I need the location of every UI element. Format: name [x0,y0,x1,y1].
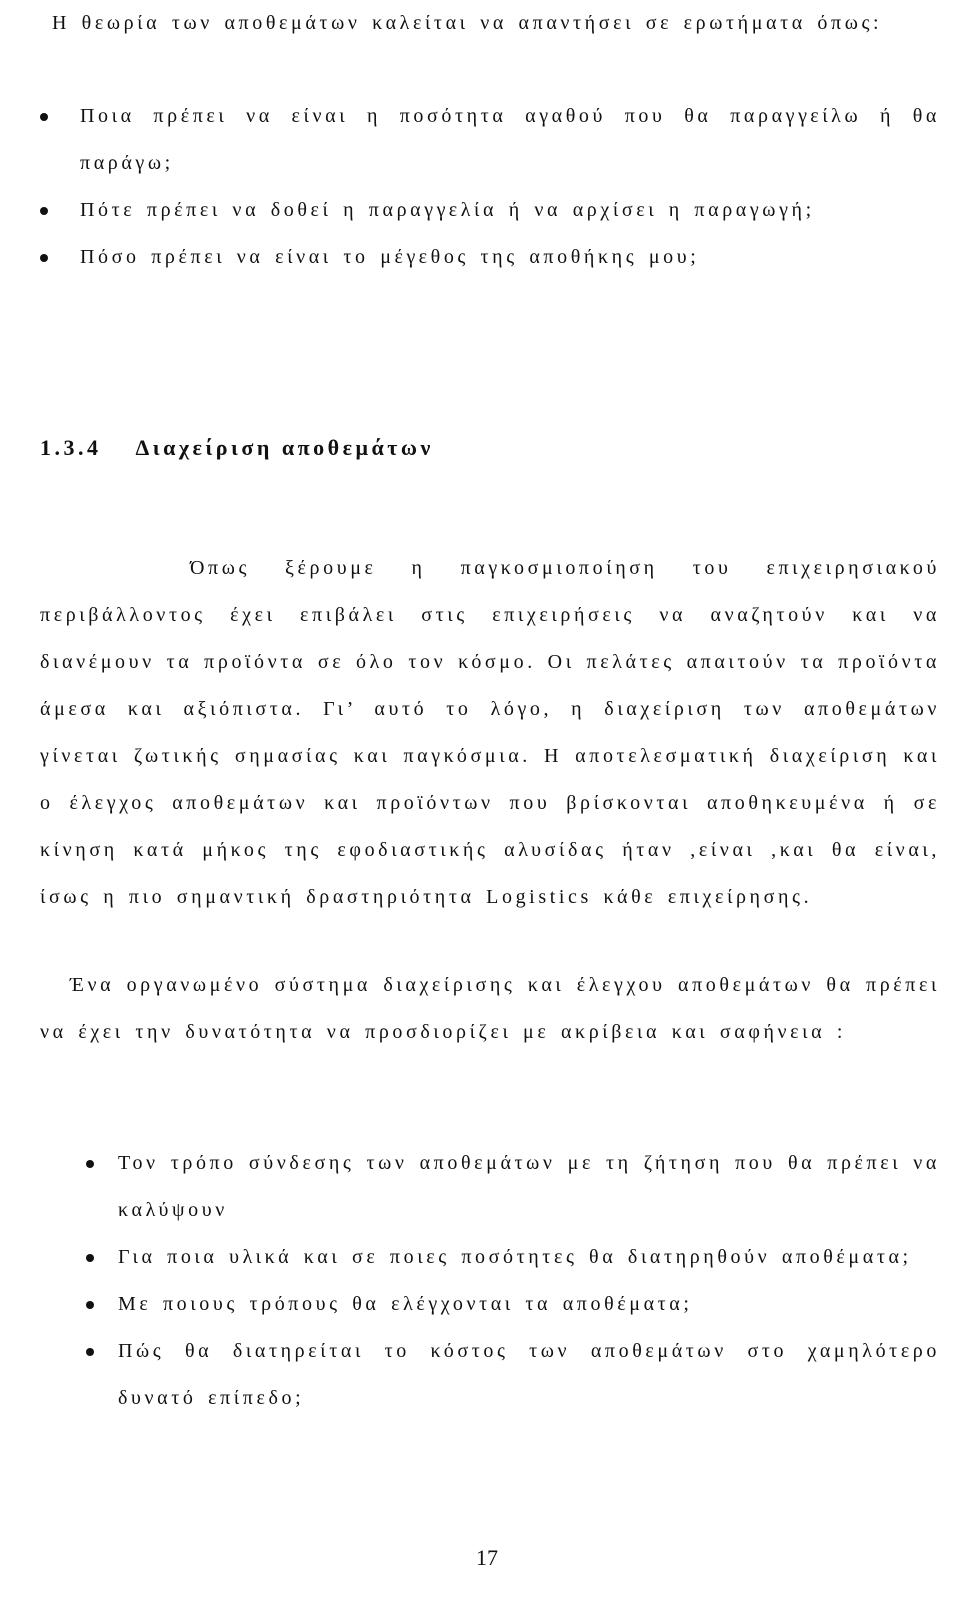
list-item [40,1234,940,1281]
list-item-text: Για ποια υλικά και σε ποιες ποσότητες θα διατηρηθούν αποθέματα; [118,1246,912,1268]
list-item-text: Πότε πρέπει να δοθεί η παραγγελία ή να αρχίσει η παραγωγή; [80,199,815,221]
bullet-icon [40,113,48,121]
list-item-text: Πόσο πρέπει να είναι το μέγεθος της αποθήκης μου; [80,246,700,268]
list-item [40,93,940,187]
list-item [40,234,940,281]
bullet-icon [86,1301,94,1309]
list-item-text: Πώς θα διατηρείται το κόστος των αποθεμάτων στο χαμηλότερο δυνατό επίπεδο; [118,1340,940,1409]
questions-list [40,93,940,281]
body-paragraph-2 [40,962,940,1056]
section-heading [40,423,434,473]
list-item-text: Με ποιους τρόπους θα ελέγχονται τα αποθέματα; [118,1293,693,1315]
bullet-icon [86,1254,94,1262]
section-title: Διαχείριση αποθεμάτων [135,435,434,460]
bullet-icon [40,207,48,215]
list-item [40,1281,940,1328]
list-item [40,1328,940,1422]
list-item-text: Τον τρόπο σύνδεσης των αποθεμάτων με τη ζήτηση που θα πρέπει να καλύψουν [118,1152,940,1221]
body-paragraph-1 [40,545,940,921]
bullet-icon [86,1348,94,1356]
capabilities-list [40,1140,940,1422]
document-page [40,0,940,1597]
intro-text: Η θεωρία των αποθεμάτων καλείται να απαντήσει σε ερωτήματα όπως: [52,12,883,34]
list-item-text: Ποια πρέπει να είναι η ποσότητα αγαθού που θα παραγγείλω ή θα παράγω; [80,105,940,174]
bullet-icon [86,1160,94,1168]
bullet-icon [40,254,48,262]
list-item [40,1140,940,1234]
intro-paragraph [40,0,940,47]
page-number: 17 [476,1545,498,1570]
list-item [40,187,940,234]
section-number: 1.3.4 [40,435,102,460]
paragraph-text: Όπως ξέρουμε η παγκοσμιοποίηση του επιχειρησιακού περιβάλλοντος έχει επιβάλει στις επιχειρήσεις να αναζητούν και να διανέμουν τα προϊόντα σε όλο τον κόσμο. Οι πελάτες απαιτούν τα προϊόντα άμεσα και αξιόπιστα. Γι’ αυτό το λόγο, η διαχείριση των αποθεμάτων γίνεται ζωτικής σημασίας και παγκόσμια. Η αποτελεσματική διαχείριση και ο έλεγχος αποθεμάτων και προϊόντων που βρίσκονται αποθηκευμένα ή σε κίνηση κατά μήκος της εφοδιαστικής αλυσίδας ήταν ,είναι ,και θα είναι, ίσως η πιο σημαντική δραστηριότητα Logistics κάθε επιχείρησης. [40,557,940,908]
paragraph-text: Ένα οργανωμένο σύστημα διαχείρισης και έλεγχου αποθεμάτων θα πρέπει να έχει την δυνατότητα να προσδιορίζει με ακρίβεια και σαφήνεια : [40,974,940,1043]
